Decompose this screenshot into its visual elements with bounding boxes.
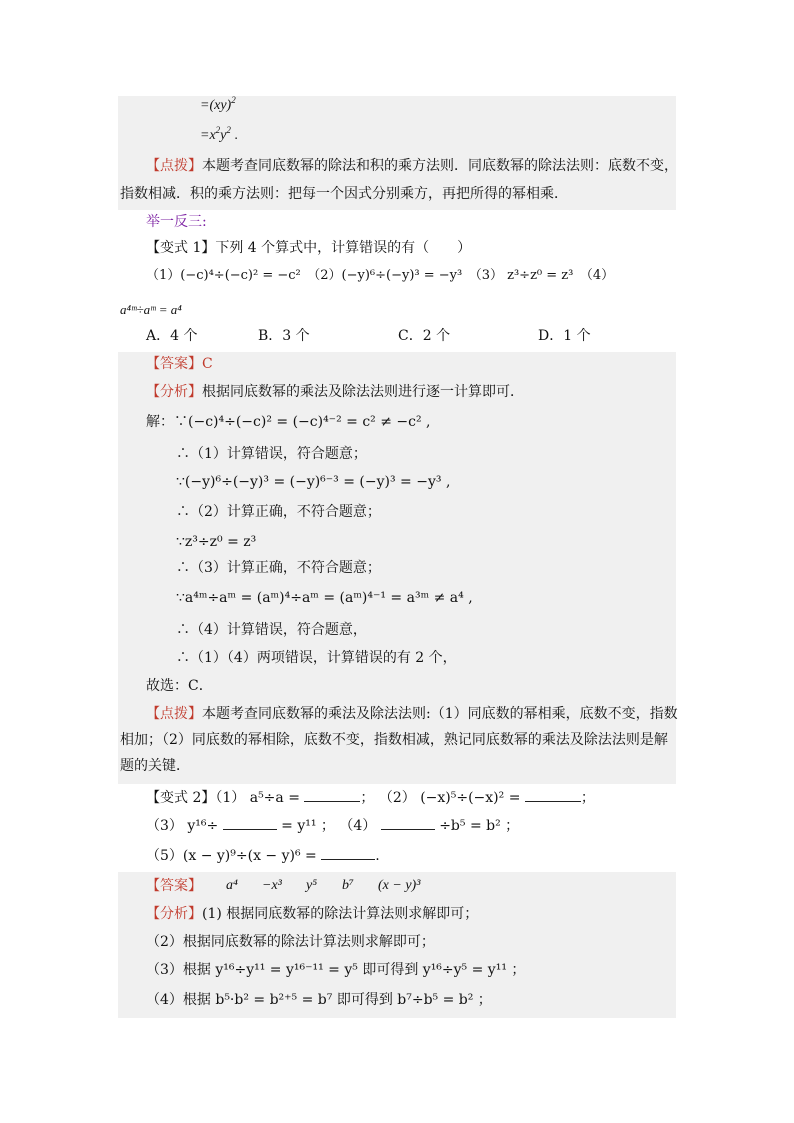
variant1-option-d: D．1 个 <box>538 328 591 344</box>
top-dianbo-line-2: 指数相减．积的乘方法则：把每一个因式分别乘方，再把所得的幂相乘． <box>120 186 568 202</box>
blank-2[interactable] <box>525 789 581 802</box>
solution-line-7: ∵a⁴ᵐ÷aᵐ = (aᵐ)⁴÷aᵐ = (aᵐ)⁴⁻¹ = a³ᵐ ≠ a⁴ , <box>176 590 473 606</box>
solution-line-9: ∴（1）（4）两项错误，计算错误的有 2 个， <box>176 650 457 666</box>
variant1-answer: 【答案】C <box>146 356 213 372</box>
variant1-question: 【变式 1】下列 4 个算式中，计算错误的有（ ） <box>146 240 472 256</box>
top-step-1: =(xy)$^2$ <box>200 95 236 113</box>
variant2-answer-5: (x − y)³ <box>378 878 421 893</box>
top-dianbo-line-1: 【点拨】本题考查同底数幂的除法和积的乘方法则．同底数幂的除法法则：底数不变， <box>146 158 678 174</box>
variant2-q1-q2: 【变式 2】（1） a⁵÷a = ； （2） (−x)⁵÷(−x)² = ； <box>146 790 595 806</box>
section-title: 举一反三: <box>146 214 207 230</box>
variant2-analysis-line-1: 【分析】(1) 根据同底数幂的除法计算法则求解即可； <box>146 906 479 922</box>
solution-line-8: ∴（4）计算错误，符合题意， <box>176 622 367 638</box>
variant2-q5: （5）(x − y)⁹÷(x − y)⁶ = . <box>146 848 380 864</box>
solution-line-6: ∴（3）计算正确，不符合题意； <box>176 560 381 576</box>
variant2-analysis-line-4: （4）根据 b⁵·b² = b²⁺⁵ = b⁷ 即可得到 b⁷÷b⁵ = b² ； <box>146 992 492 1008</box>
variant1-item4: a⁴ᵐ÷aᵐ = a⁴ <box>120 302 182 317</box>
blank-4[interactable] <box>381 817 435 830</box>
variant1-dianbo-line-1: 【点拨】本题考查同底数幂的乘法及除法法则:（1）同底数的幂相乘，底数不变，指数 <box>146 706 678 722</box>
variant1-items: （1）(−c)⁴÷(−c)² = −c² （2）(−y)⁶÷(−y)³ = −y³ （3） z³÷z⁰ = z³ （4） <box>146 268 615 283</box>
variant1-analysis: 【分析】根据同底数幂的乘法及除法法则进行逐一计算即可． <box>146 384 524 400</box>
top-step-2: $=x^2y^2$ . <box>200 125 238 143</box>
solution-line-5: ∵z³÷z⁰ = z³ <box>176 534 257 550</box>
variant2-answer: 【答案】 <box>146 878 202 894</box>
variant1-option-c: C．2 个 <box>398 328 451 344</box>
variant2-answer-3: y⁵ <box>306 878 318 893</box>
variant2-answer-2: −x³ <box>262 878 282 893</box>
variant1-dianbo-line-3: 题的关键． <box>120 758 190 774</box>
variant1-conclusion: 故选：C． <box>146 678 213 694</box>
dianbo-label: 【点拨】 <box>146 158 202 174</box>
solution-line-2: ∴（1）计算错误，符合题意； <box>176 446 367 462</box>
variant1-dianbo-line-2: 相加；（2）同底数的幂相除，底数不变，指数相减，熟记同底数幂的乘法及除法法则是解 <box>120 732 668 748</box>
variant2-q3-q4: （3） y¹⁶÷ = y¹¹ ； （4） ÷b⁵ = b² ； <box>146 818 520 834</box>
solution-line-1: 解：∵(−c)⁴÷(−c)² = (−c)⁴⁻² = c² ≠ −c² , <box>146 414 431 430</box>
blank-1[interactable] <box>304 789 360 802</box>
blank-3[interactable] <box>223 817 277 830</box>
variant2-analysis-line-2: （2）根据同底数幂的除法计算法则求解即可； <box>146 934 435 950</box>
variant1-option-a: A．4 个 <box>146 328 198 344</box>
variant2-answer-1: a⁴ <box>226 878 238 893</box>
solution-line-4: ∴（2）计算正确，不符合题意； <box>176 504 381 520</box>
variant1-option-b: B．3 个 <box>258 328 310 344</box>
blank-5[interactable] <box>321 847 375 860</box>
solution-line-3: ∵(−y)⁶÷(−y)³ = (−y)⁶⁻³ = (−y)³ = −y³ , <box>176 474 451 490</box>
variant2-analysis-line-3: （3）根据 y¹⁶÷y¹¹ = y¹⁶⁻¹¹ = y⁵ 即可得到 y¹⁶÷y⁵ = y¹¹ ； <box>146 962 526 978</box>
variant2-answer-4: b⁷ <box>342 878 354 893</box>
